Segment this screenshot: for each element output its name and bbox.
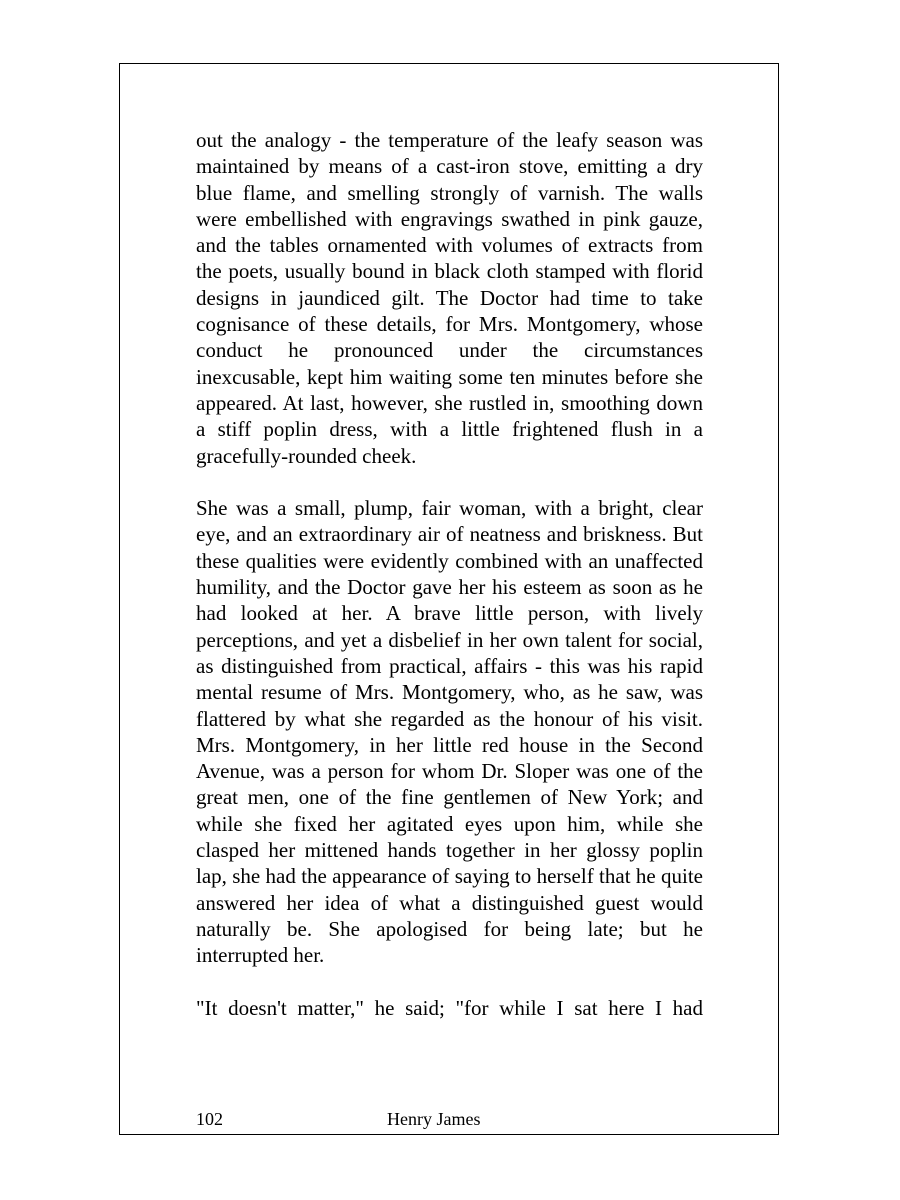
paragraph-3: "It doesn't matter," he said; "for while I sat here I had <box>196 995 703 1020</box>
running-footer-author: Henry James <box>387 1109 481 1129</box>
page-number: 102 <box>196 1109 223 1129</box>
paragraph-1: out the analogy - the temperature of the leafy season was maintained by means of a cast-iron stove, emitting a dry blue flame, and smelling strongly of varnish. The walls were embellished with engravings swathed in pink gauze, and the tables ornamented with volumes of extracts from the poets, usually bound in black cloth stamped with florid designs in jaundiced gilt. The Doctor had time to take cognisance of these details, for Mrs. Montgomery, whose conduct he pronounced under the circumstances inexcusable, kept him waiting some ten minutes before she appeared. At last, however, she rustled in, smoothing down a stiff poplin dress, with a little frightened flush in a gracefully-rounded cheek. <box>196 128 703 468</box>
paragraph-2: She was a small, plump, fair woman, with a bright, clear eye, and an extraordinary air of neatness and briskness. But these qualities were evidently combined with an unaffected humility, and the Doctor gave her his esteem as soon as he had looked at her. A brave little person, with lively perceptions, and yet a disbelief in her own talent for social, as distinguished from practical, affairs - this was his rapid mental resume of Mrs. Montgomery, who, as he saw, was flattered by what she regarded as the honour of his visit. Mrs. Montgomery, in her little red house in the Second Avenue, was a person for whom Dr. Sloper was one of the great men, one of the fine gentlemen of New York; and while she fixed her agitated eyes upon him, while she clasped her mittened hands together in her glossy poplin lap, she had the appearance of saying to herself that he quite answered her idea of what a distinguished guest would naturally be. She apologised for being late; but he interrupted her. <box>196 496 703 968</box>
body-text <box>196 127 703 1021</box>
